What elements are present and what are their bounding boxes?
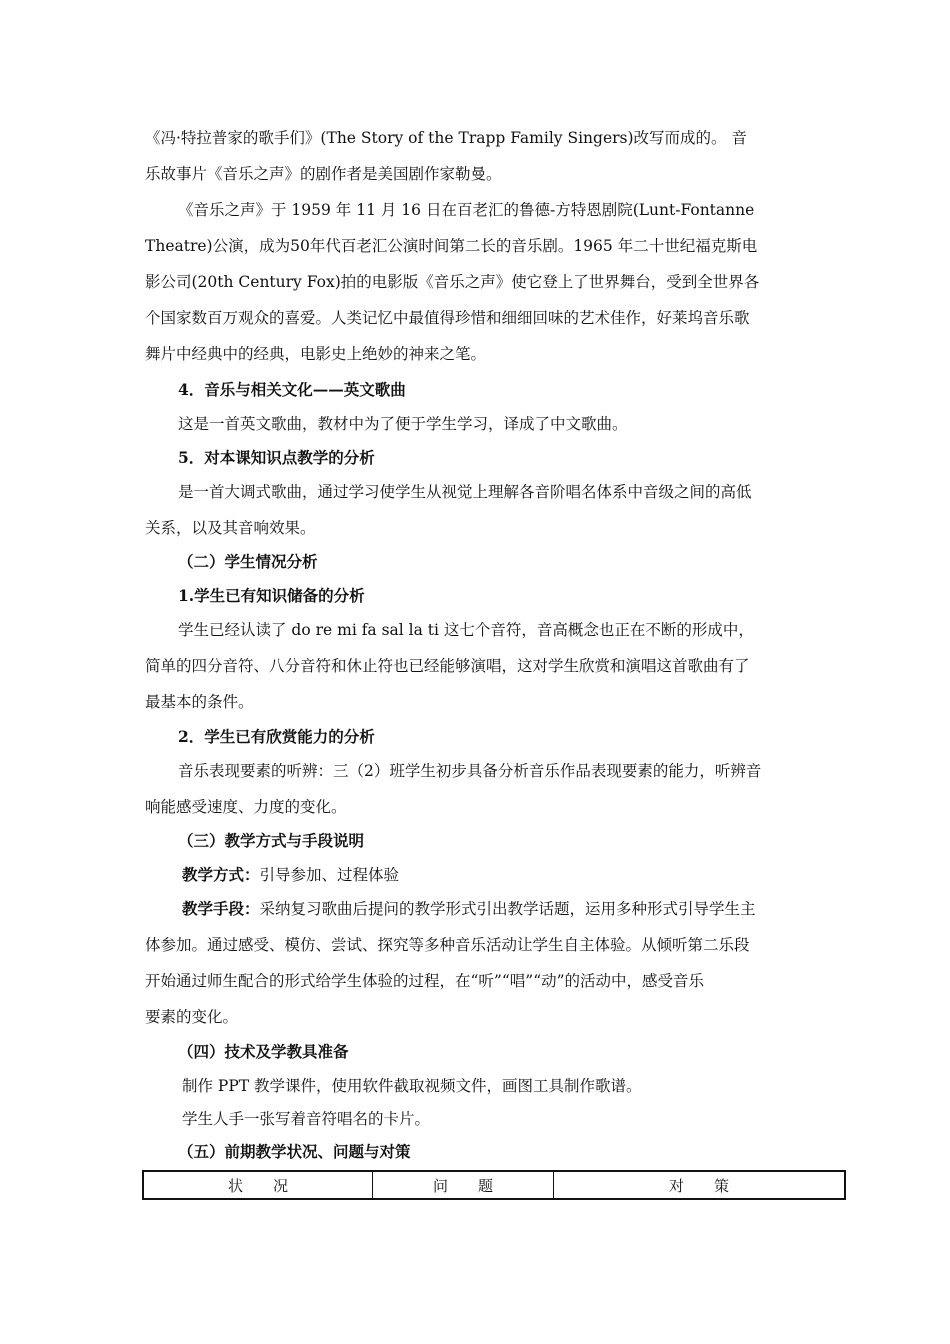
paragraph-line: 制作 PPT 教学课件，使用软件截取视频文件，画图工具制作歌谱。 bbox=[182, 1077, 642, 1095]
method-text: 引导参加、过程体验 bbox=[259, 866, 400, 884]
section-heading: （二）学生情况分析 bbox=[178, 552, 318, 571]
header-status: 状 况 bbox=[143, 1171, 373, 1199]
table-header-row bbox=[143, 1171, 845, 1199]
paragraph-line: 影公司(20th Century Fox)拍的电影版《音乐之声》使它登上了世界舞台，受到全世界各 bbox=[145, 273, 760, 291]
subsection-heading: 2．学生已有欣赏能力的分析 bbox=[178, 727, 375, 746]
paragraph-line: 要素的变化。 bbox=[145, 1008, 239, 1026]
paragraph-line: 是一首大调式歌曲，通过学习使学生从视觉上理解各音阶唱名体系中音级之间的高低 bbox=[178, 483, 752, 501]
paragraph-line: 体参加。通过感受、模仿、尝试、探究等多种音乐活动让学生自主体验。从倾听第二乐段 bbox=[145, 936, 750, 954]
header-problem: 问 题 bbox=[373, 1171, 554, 1199]
strategy-table bbox=[142, 1170, 846, 1200]
means-text: 采纳复习歌曲后提问的教学形式引出教学话题，运用多种形式引导学生主 bbox=[259, 900, 756, 918]
subsection-heading: 1.学生已有知识储备的分析 bbox=[178, 586, 365, 605]
paragraph-line: 关系，以及其音响效果。 bbox=[145, 519, 316, 537]
paragraph-line: 这是一首英文歌曲，教材中为了便于学生学习，译成了中文歌曲。 bbox=[178, 415, 628, 433]
paragraph-line: 舞片中经典中的经典，电影史上绝妙的神来之笔。 bbox=[145, 345, 487, 363]
paragraph-line: 学生已经认读了 do re mi fa sal la ti 这七个音符，音高概念也正在不断的形成中， bbox=[178, 621, 754, 639]
paragraph-line: 《冯·特拉普家的歌手们》(The Story of the Trapp Family Singers)改写而成的。 音 bbox=[145, 129, 747, 147]
paragraph-line: 乐故事片《音乐之声》的剧作者是美国剧作家勒曼。 bbox=[145, 165, 502, 183]
paragraph-line: 学生人手一张写着音符唱名的卡片。 bbox=[182, 1110, 431, 1128]
paragraph-line: 《音乐之声》于 1959 年 11 月 16 日在百老汇的鲁德-方特恩剧院(Lunt-Fontanne bbox=[178, 201, 755, 219]
section-heading: 4．音乐与相关文化——英文歌曲 bbox=[178, 380, 406, 399]
paragraph-line: 个国家数百万观众的喜爱。人类记忆中最值得珍惜和细细回味的艺术佳作，好莱坞音乐歌 bbox=[145, 309, 750, 327]
method-label: 教学方式： bbox=[182, 865, 260, 884]
method-line bbox=[182, 865, 399, 885]
section-heading: （三）教学方式与手段说明 bbox=[178, 831, 365, 850]
header-strategy: 对 策 bbox=[554, 1171, 846, 1199]
paragraph-line: 音乐表现要素的听辨：三（2）班学生初步具备分析音乐作品表现要素的能力，听辨音 bbox=[178, 762, 762, 780]
paragraph-line: 最基本的条件。 bbox=[145, 693, 254, 711]
paragraph-line: 响能感受速度、力度的变化。 bbox=[145, 798, 347, 816]
paragraph-line: 开始通过师生配合的形式给学生体验的过程，在“听”“唱”“动”的活动中，感受音乐 bbox=[145, 972, 705, 990]
paragraph-line: Theatre)公演，成为50年代百老汇公演时间第二长的音乐剧。1965 年二十世纪福克斯电 bbox=[145, 237, 758, 255]
means-line bbox=[182, 899, 756, 919]
section-heading: 5．对本课知识点教学的分析 bbox=[178, 448, 375, 467]
paragraph-line: 简单的四分音符、八分音符和休止符也已经能够演唱，这对学生欣赏和演唱这首歌曲有了 bbox=[145, 657, 750, 675]
section-heading: （四）技术及学教具准备 bbox=[178, 1042, 349, 1061]
section-heading: （五）前期教学状况、问题与对策 bbox=[178, 1142, 411, 1161]
means-label: 教学手段： bbox=[182, 899, 260, 918]
